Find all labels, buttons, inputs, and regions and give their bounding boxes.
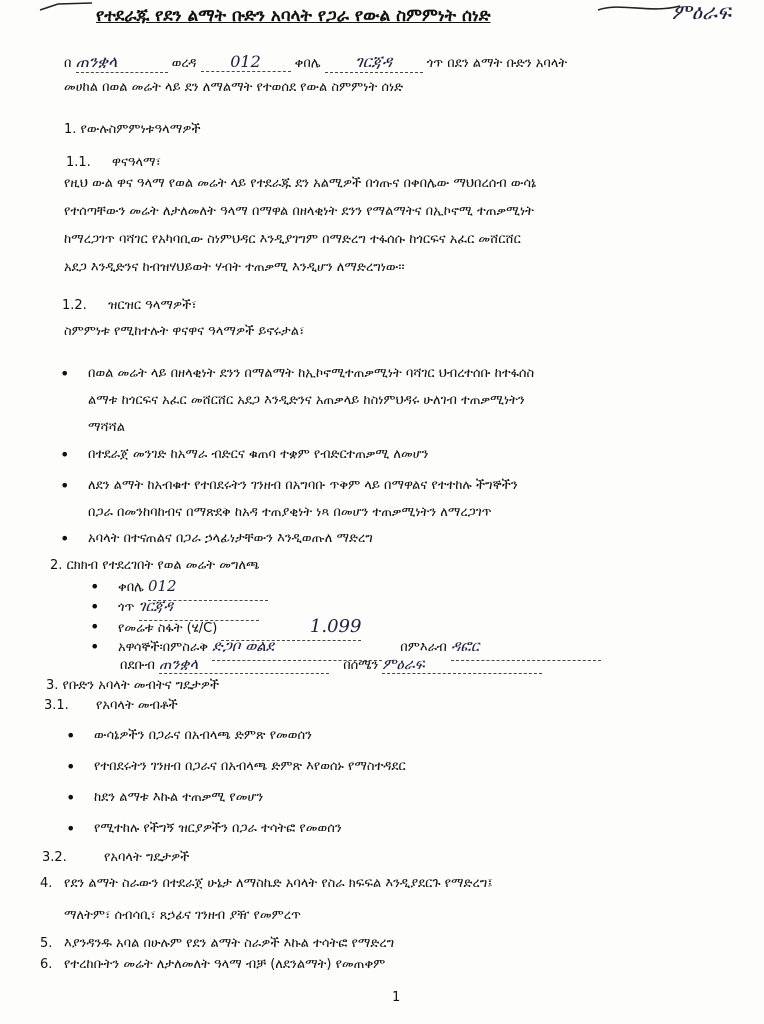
section-1-2-intro: ስምምነቱ የሚከተሉት ዋናዋና ዓላማዎች ይኖሩታል፣ (64, 324, 305, 339)
right-item: • የተበደሩትን ገንዘብ በጋራና በአብላጫ ድምጽ እየወሰኑ የማስተዳደር (94, 753, 406, 780)
corner-handwriting: ምዕራፍ (672, 0, 732, 24)
paragraph-line: የተሰጣቸውን መሬት ለታለመለት ዓላማ በማዋል በዘላቂነት ደንን የማልማትና በኢኮኖሚ ተጠቃሚነት (64, 204, 534, 219)
duty-item: የተረከቡትን መሬት ለታለመለት ዓላማ ብቻ (ለደንልማት) የመጠቀም (64, 957, 386, 972)
right-item: • ውሳኔዎችን በጋራና በአብላጫ ድምጽ የመወሰን (94, 722, 312, 749)
intro-prefix: በ (64, 56, 72, 71)
section-3-1-number: 3.1. (44, 698, 69, 713)
duty-number: 5. (40, 936, 53, 951)
main-objective-paragraph (64, 170, 536, 282)
duty-number: 4. (40, 876, 53, 891)
objective-bullet: • በተደራጀ መንገድ ከአማራ ብድርና ቁጠባ ተቋም የብድርተጠቃሚ ለመሆን (88, 441, 428, 468)
section-3-heading: 3. የቡድን አባላት መብትና ግዴታዎች (46, 678, 220, 693)
objective-bullet: • በወል መሬት ላይ በዘላቂነት ደንን በማልማት ከኢኮኖሚተጠቃሚነት ባሻገር ህብረተሰቡ ከተፋሰስ ልማቱ ከጎርፍና አፈር መሸርሸር አደጋ እንዲድንና አጠቃላይ ከስነምህዳሩ ሁለገብ ተጠቃሚነትን ማሻሻል (88, 360, 534, 441)
woreda-label: ወረዳ (171, 56, 197, 71)
land-field-got: • ጎጥ ገርጃዳ (118, 593, 259, 621)
paragraph-line: ከማረጋገጥ ባሻገር የአካባቢው ስነምህዳር እንዲያገግም በማድረግ ተፋሰሱ ከጎርፍና አፈር መሸርሸር (64, 232, 521, 247)
duty-item: የደን ልማት ስራውን በተደራጀ ሁኔታ ለማስኬድ አባላት የስራ ክፍፍል እንዲያደርጉ የማድረግ፤ ማለትም፣ ሰብሳቢ፣ ጸኃፊና ገንዘብ ያዥ የመምረጥ (64, 876, 493, 923)
right-item: • የሚተከሉ የችግኝ ዝርያዎችን በጋራ ተሳትፎ የመወሰን (94, 815, 342, 842)
section-1-1-number: 1.1. (66, 155, 91, 170)
land-field-boundaries: • አዋሳኞች፡በምስራቅ ድጋቦ ወልደ በምእራብ ዳፎር (118, 633, 601, 661)
paragraph-line: አደጋ እንዲድንና ከብዝሃህይወት ሃብት ተጠቃሚ እንዲሆን ለማድረግነው፡፡ (64, 260, 405, 275)
intro-line-2: መሀከል በወል መሬት ላይ ደን ለማልማት የተወሰደ የውል ስምምነት ሰነድ (64, 80, 404, 95)
right-item: • ከደን ልማቱ እኩል ተጠቃሚ የመሆን (94, 784, 263, 811)
paragraph-line: የዚህ ውል ዋና ዓላማ የወል መሬት ላይ የተደራጁ ደን አልሚዎች በጎጡና በቀበሌው ማህበረሰብ ውሳኔ (64, 176, 537, 191)
section-3-2-title: የአባላት ግዴታዎች (104, 850, 190, 865)
section-3-2-number: 3.2. (42, 850, 67, 865)
section-3-1-title: የአባላት መብቶች (96, 698, 178, 713)
intro-line-1 (64, 52, 567, 73)
intro-suffix: ጎጥ በደን ልማት ቡድን አባላት (426, 56, 568, 71)
land-field-south-north: በደቡብ ጠንቋላ በሰሜን ምዕራፍ (120, 655, 542, 674)
duty-item: እያንዳንዱ አባል በሁሉም የደን ልማት ስራዎች እኩል ተሳትፎ የማድረግ (64, 936, 395, 951)
land-field-area: • የመሬቱ ስፋት (ሄ/C) 1.099 (118, 613, 361, 642)
section-2-heading: 2. ርክክብ የተደረገበት የወል መሬት መግለጫ (50, 558, 260, 573)
section-1-2-number: 1.2. (62, 298, 87, 313)
section-1-1-title: ዋናዓላማ፣ (112, 155, 161, 170)
document-title: የተደራጁ የደን ልማት ቡድን አባላት የጋራ የውል ስምምነት ሰነድ (96, 6, 491, 26)
zone-handwritten: ጠንቋላ (76, 52, 168, 73)
duty-number: 6. (40, 957, 53, 972)
section-1-2-title: ዝርዝር ዓላማዎች፣ (108, 298, 197, 313)
section-1-heading: 1. የውሉስምምነቱዓላማዎች (64, 122, 201, 137)
kebele-handwritten: ገርጃዳ (325, 52, 423, 73)
land-field-kebele: • ቀበሌ 012 (118, 573, 268, 601)
page-number: 1 (392, 990, 401, 1005)
objective-bullet: • ለደን ልማት ከአብቁተ የተበደሩትን ገንዘብ በአግባቡ ጥቅም ላይ በማዋልና የተተከሉ ችግኞችን በጋራ በመንከባከብና በማጽደቅ ከአዳ ተጠያቂነት ነጻ በመሆን ተጠቃሚነትን ለማረጋገጥ (88, 472, 518, 526)
woreda-handwritten: 012 (201, 52, 291, 72)
kebele-label: ቀበሌ (294, 56, 321, 71)
objective-bullet: • አባላት በተናጠልና በጋራ ኃላፊነታቸውን እንዲወጡለ ማድረግ (88, 525, 373, 552)
